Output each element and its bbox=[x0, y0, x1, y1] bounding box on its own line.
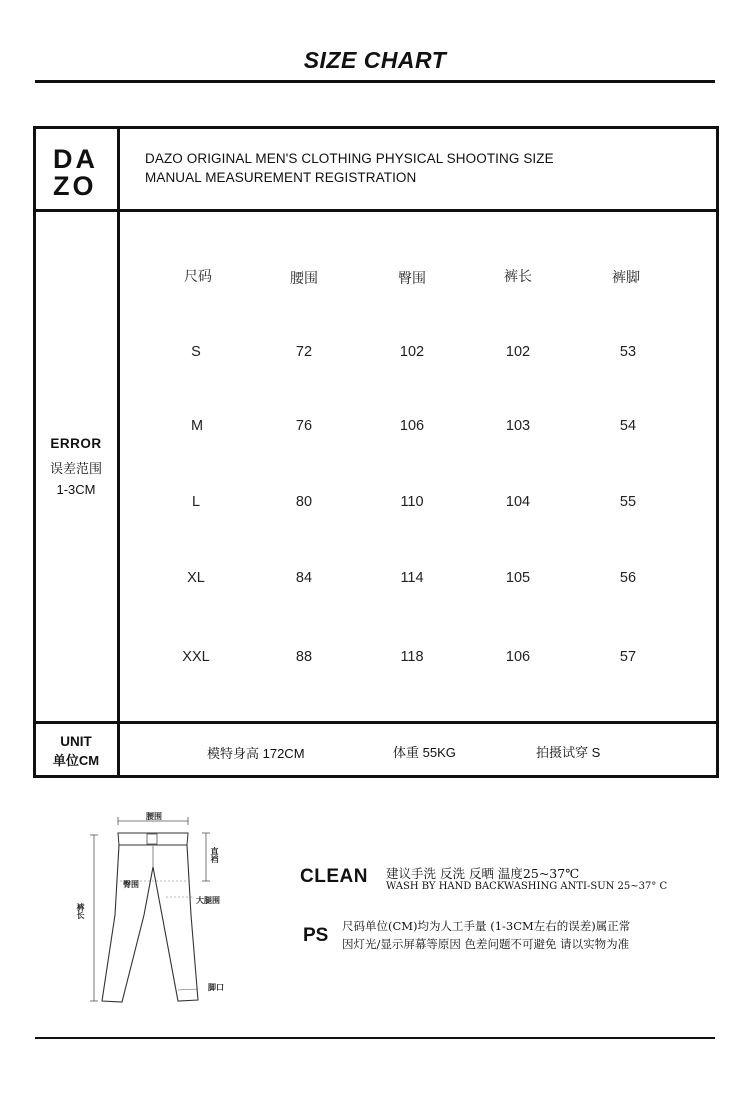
cell-size: L bbox=[191, 494, 201, 510]
diagram-hip-label: 臀围 bbox=[123, 880, 139, 889]
header-length: 裤长 bbox=[504, 268, 532, 284]
cell-size: S bbox=[191, 344, 201, 360]
cell-hem: 56 bbox=[619, 570, 637, 586]
logo-line-1: DA bbox=[53, 144, 98, 174]
model-height: 模特身高 172CM bbox=[207, 746, 305, 761]
pants-measurement-diagram bbox=[70, 805, 240, 1010]
error-range: 1-3CM bbox=[56, 482, 96, 497]
logo-line-2: ZO bbox=[53, 171, 97, 201]
cell-length: 103 bbox=[505, 418, 531, 434]
diagram-thigh-label: 大腿围 bbox=[196, 896, 220, 905]
diagram-length-label: 裤长 bbox=[76, 903, 85, 919]
cell-length: 106 bbox=[505, 649, 531, 665]
title-divider bbox=[35, 80, 715, 83]
footer-divider bbox=[35, 1037, 715, 1039]
cell-size: XL bbox=[187, 570, 205, 586]
cell-waist: 76 bbox=[295, 418, 313, 434]
cell-size: M bbox=[190, 418, 204, 434]
brand-logo bbox=[53, 146, 99, 200]
cell-hem: 54 bbox=[619, 418, 637, 434]
cell-length: 102 bbox=[505, 344, 531, 360]
unit-title: UNIT bbox=[60, 734, 92, 749]
header-waist: 腰围 bbox=[290, 270, 318, 286]
cell-waist: 72 bbox=[295, 344, 313, 360]
header-hem: 裤脚 bbox=[612, 269, 640, 285]
cell-size: XXL bbox=[182, 649, 210, 665]
cell-length: 105 bbox=[505, 570, 531, 586]
column-divider bbox=[117, 129, 120, 775]
error-title: ERROR bbox=[50, 436, 102, 451]
clean-heading: CLEAN bbox=[300, 866, 368, 887]
cell-hip: 106 bbox=[399, 418, 425, 434]
header-size: 尺码 bbox=[184, 268, 212, 284]
cell-length: 104 bbox=[505, 494, 531, 510]
unit-label: 单位CM bbox=[52, 753, 100, 768]
cell-hip: 110 bbox=[400, 494, 424, 510]
size-chart-table bbox=[33, 126, 719, 778]
diagram-rise-label: 直裆 bbox=[210, 847, 219, 863]
pants-icon bbox=[70, 805, 240, 1010]
header-line-1: DAZO ORIGINAL MEN'S CLOTHING PHYSICAL SHOOTING SIZE bbox=[145, 151, 554, 166]
cell-hem: 55 bbox=[619, 494, 637, 510]
cell-hem: 53 bbox=[619, 344, 637, 360]
cell-hem: 57 bbox=[619, 649, 637, 665]
header-line-2: MANUAL MEASUREMENT REGISTRATION bbox=[145, 170, 417, 185]
page-title: SIZE CHART bbox=[303, 47, 447, 73]
fit-size: 拍摄试穿 S bbox=[536, 745, 601, 760]
cell-hip: 118 bbox=[400, 649, 424, 665]
unit-divider bbox=[36, 721, 716, 724]
ps-note-line-1: 尺码单位(CM)均为人工手量 (1-3CM左右的误差)属正常 bbox=[342, 919, 631, 933]
clean-instructions-cn: 建议手洗 反洗 反晒 温度25~37℃ bbox=[386, 866, 580, 881]
cell-waist: 88 bbox=[295, 649, 313, 665]
cell-waist: 84 bbox=[295, 570, 313, 586]
header-divider bbox=[36, 209, 716, 212]
cell-hip: 114 bbox=[400, 570, 424, 586]
clean-instructions-en: WASH BY HAND BACKWASHING ANTI-SUN 25~37° C bbox=[386, 881, 668, 892]
model-weight: 体重 55KG bbox=[393, 745, 456, 760]
ps-note-line-2: 因灯光/显示屏幕等原因 色差问题不可避免 请以实物为准 bbox=[342, 937, 630, 951]
error-label: 误差范围 bbox=[49, 461, 102, 476]
diagram-hem-label: 脚口 bbox=[208, 983, 224, 992]
cell-waist: 80 bbox=[295, 494, 313, 510]
cell-hip: 102 bbox=[399, 344, 425, 360]
ps-heading: PS bbox=[303, 925, 329, 946]
header-hip: 臀围 bbox=[398, 270, 426, 286]
diagram-waist-label: 腰围 bbox=[146, 812, 162, 821]
